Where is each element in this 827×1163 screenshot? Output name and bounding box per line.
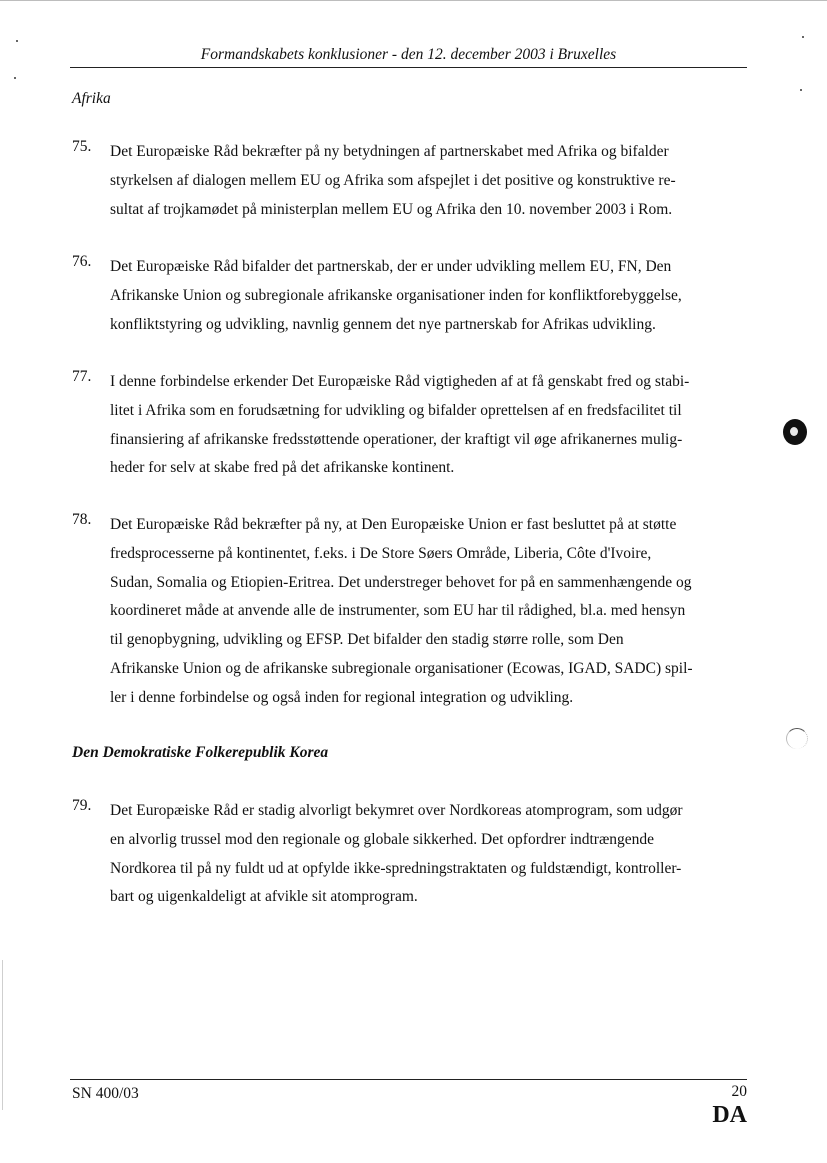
paragraph-line: konfliktstyring og udvikling, navnlig gennem det nye partnerskab for Afrikas udvikling. [110,315,656,333]
paragraph-line: Det Europæiske Råd bekræfter på ny betydningen af partnerskabet med Afrika og bifalder [110,143,669,160]
paragraph-number: 77. [72,368,92,385]
paragraph-line: til genopbygning, udvikling og EFSP. Det bifalder den stadig større rolle, som Den [110,631,624,649]
paragraph-76 [72,253,748,339]
paragraph-number: 78. [72,511,92,528]
scan-speck [16,40,18,42]
running-header: Formandskabets konklusioner - den 12. december 2003 i Bruxelles [200,46,617,63]
paragraph-line: ler i denne forbindelse og også inden for regional integration og udvikling. [110,688,574,706]
paragraph-line: litet i Afrika som en forudsætning for udvikling og bifalder oprettelsen af en fredsfacilitet til [110,401,682,419]
paragraph-text [110,797,748,912]
scan-speck [14,77,16,79]
paragraph-79 [72,797,748,912]
punch-hole-ghost-icon [786,728,808,749]
section-heading-korea: Den Demokratiske Folkerepublik Korea [72,744,329,761]
language-code: DA [712,1102,747,1128]
paragraph-text [110,253,748,339]
paragraph-line: Afrikanske Union og subregionale afrikanske organisationer inden for konfliktforebyggelse, [110,286,682,304]
paragraph-78 [72,511,748,713]
document-reference: SN 400/03 [72,1085,139,1102]
page-number: 20 [731,1083,747,1100]
punch-hole-icon [783,419,807,445]
paragraph-line: Sudan, Somalia og Etiopien-Eritrea. Det understreger behovet for på en sammenhængende og [110,573,692,591]
paragraph-text [110,368,748,483]
paragraph-line: Nordkorea til på ny fuldt ud at opfylde ikke-spredningstraktaten og fuldstændigt, kontroller- [110,859,682,877]
scan-top-edge [0,0,827,1]
paragraph-line: styrkelsen af dialogen mellem EU og Afrika som afspejlet i det positive og konstruktive re- [110,171,676,189]
paragraph-line: heder for selv at skabe fred på det afrikanske kontinent. [110,459,455,477]
paragraph-line: finansiering af afrikanske fredsstøttende operationer, der kraftigt vil øge afrikanernes mulig- [110,430,683,448]
paragraph-text [110,138,748,224]
paragraph-number: 75. [72,138,92,155]
paragraph-line: I denne forbindelse erkender Det Europæiske Råd vigtigheden af at få genskabt fred og stabi- [110,373,690,390]
paragraph-line: Det Europæiske Råd bekræfter på ny, at Den Europæiske Union er fast besluttet på at støtte [110,516,677,533]
paragraph-text [110,511,748,713]
scan-speck [800,89,802,91]
paragraph-line: koordineret måde at anvende alle de instrumenter, som EU har til rådighed, bl.a. med hensyn [110,602,686,620]
header-rule [70,67,747,68]
paragraph-75 [72,138,748,224]
paragraph-line: bart og uigenkaldeligt at afvikle sit atomprogram. [110,888,418,906]
paragraph-number: 76. [72,253,92,270]
section-heading-afrika: Afrika [72,90,111,107]
scan-left-edge [2,960,3,1110]
footer-rule [70,1079,747,1080]
paragraph-line: Afrikanske Union og de afrikanske subregionale organisationer (Ecowas, IGAD, SADC) spil- [110,659,693,677]
paragraph-number: 79. [72,797,92,814]
paragraph-line: Det Europæiske Råd er stadig alvorligt bekymret over Nordkoreas atomprogram, som udgør [110,802,683,819]
scan-speck [802,36,804,38]
paragraph-77 [72,368,748,483]
paragraph-line: Det Europæiske Råd bifalder det partnerskab, der er under udvikling mellem EU, FN, Den [110,258,672,275]
paragraph-line: fredsprocesserne på kontinentet, f.eks. i De Store Søers Område, Liberia, Côte d'Ivoire, [110,544,652,562]
paragraph-line: sultat af trojkamødet på ministerplan mellem EU og Afrika den 10. november 2003 i Rom. [110,200,673,218]
paragraph-line: en alvorlig trussel mod den regionale og globale sikkerhed. Det opfordrer indtrængende [110,830,655,848]
